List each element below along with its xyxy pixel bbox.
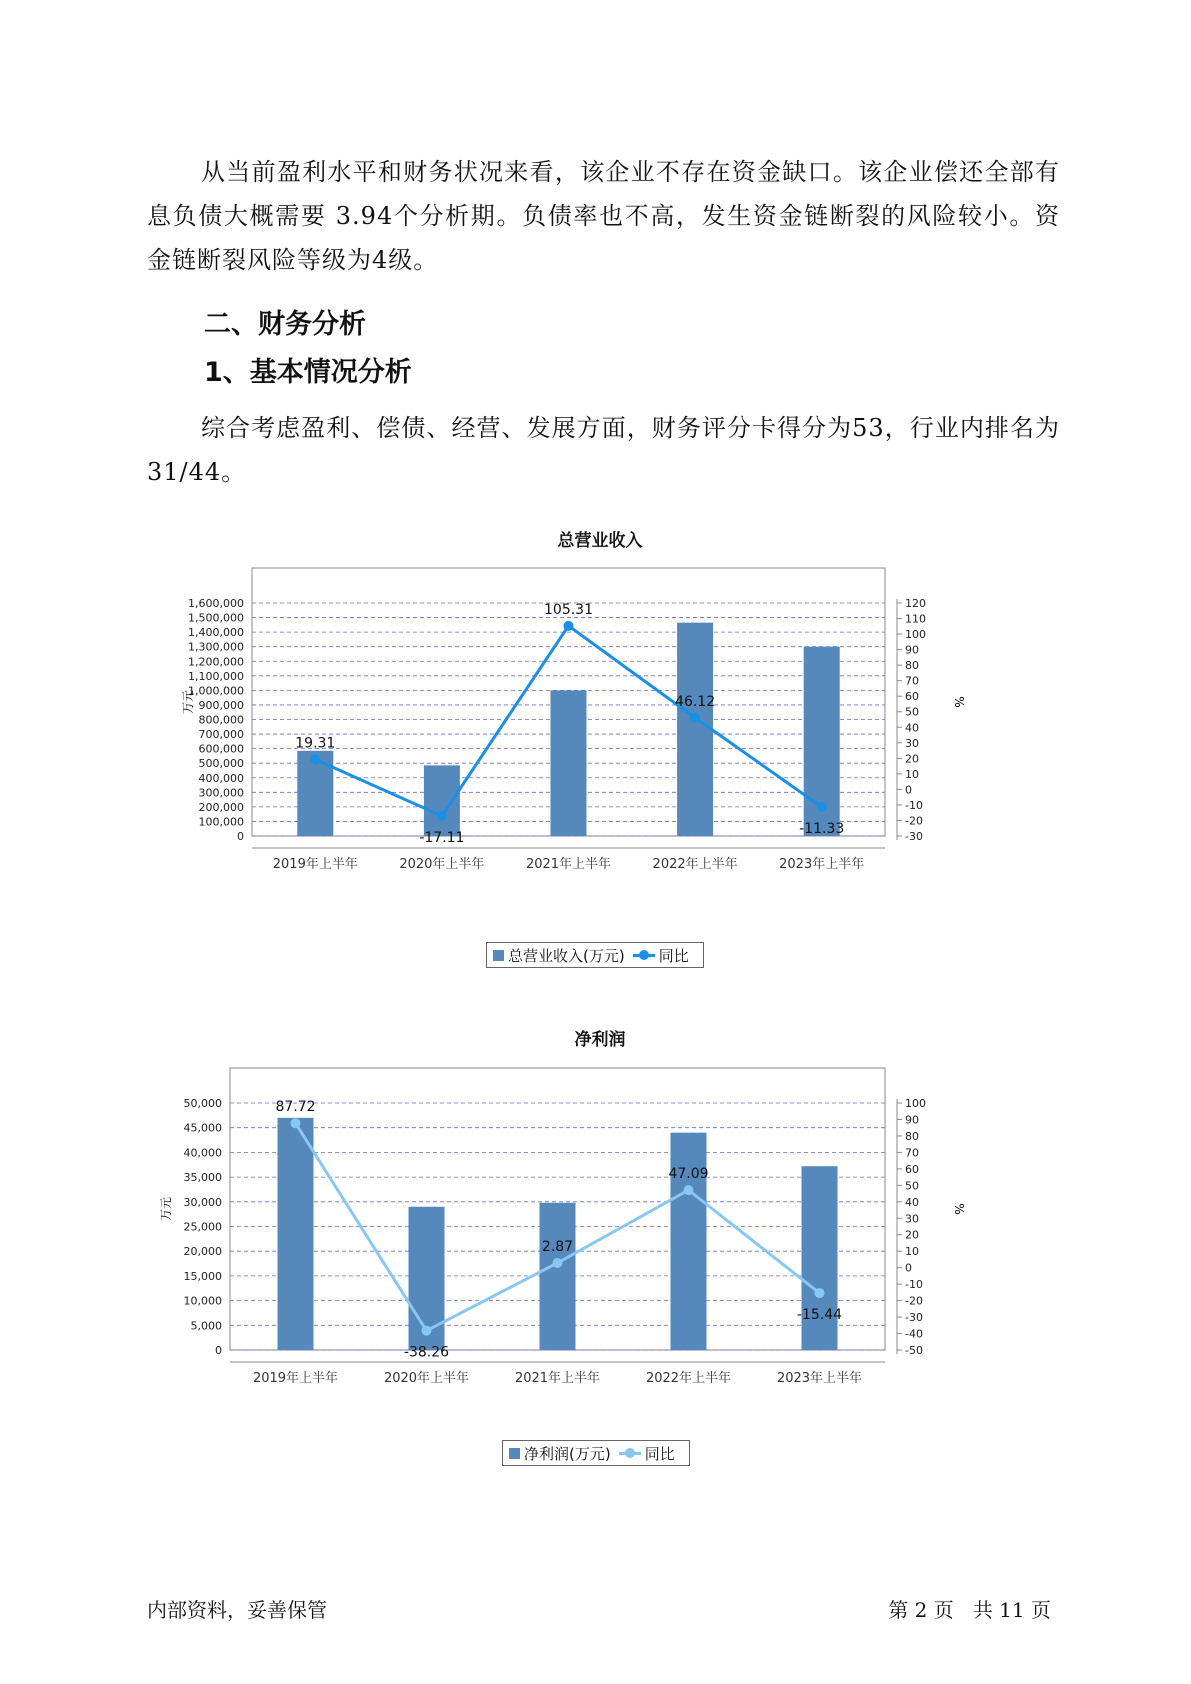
y-tick-label: 500,000 xyxy=(198,757,244,771)
y-tick-label: 400,000 xyxy=(198,771,244,785)
right-tick-label: 80 xyxy=(905,659,919,673)
right-tick-label: 40 xyxy=(905,1195,919,1209)
right-tick-label: 0 xyxy=(905,1261,912,1275)
yoy-point xyxy=(310,754,320,764)
x-tick-label: 2021年上半年 xyxy=(525,857,612,872)
y-axis-label: 万元 xyxy=(181,689,195,715)
legend-bar-label: 净利润(万元) xyxy=(524,1444,611,1463)
bar xyxy=(540,1203,576,1350)
right-tick-label: 10 xyxy=(905,767,919,781)
right-tick-label: -30 xyxy=(905,1311,923,1325)
right-tick-label: 100 xyxy=(905,1097,926,1110)
right-tick-label: 100 xyxy=(905,628,926,642)
x-tick-label: 2023年上半年 xyxy=(779,857,865,872)
y-tick-label: 15,000 xyxy=(183,1269,222,1283)
data-label: -11.33 xyxy=(799,820,845,837)
y-tick-label: 30,000 xyxy=(183,1195,222,1209)
legend-line-swatch xyxy=(619,1452,641,1455)
right-tick-label: 20 xyxy=(905,1228,919,1242)
right-tick-label: -10 xyxy=(905,1278,923,1292)
y-axis-label-right: % xyxy=(952,1203,966,1215)
risk-paragraph: 从当前盈利水平和财务状况来看，该企业不存在资金缺口。该企业偿还全部有息负债大概需要 3.94个分析期。负债率也不高，发生资金链断裂的风险较小。资金链断裂风险等级为4级。 xyxy=(147,158,1060,274)
y-tick-label: 1,000,000 xyxy=(188,684,244,698)
y-axis-label-right: % xyxy=(952,696,966,708)
page-number: 第 2 页 共 11 页 xyxy=(888,1598,1051,1622)
yoy-point xyxy=(817,802,827,812)
right-tick-label: 0 xyxy=(905,783,912,797)
y-tick-label: 600,000 xyxy=(198,742,244,756)
legend-bar-label: 总营业收入(万元) xyxy=(508,946,625,965)
y-tick-label: 25,000 xyxy=(183,1220,222,1234)
x-tick-label: 2019年上半年 xyxy=(252,1371,339,1386)
y-tick-label: 800,000 xyxy=(198,713,244,727)
right-tick-label: 90 xyxy=(905,1113,919,1127)
yoy-point xyxy=(437,811,447,821)
y-tick-label: 300,000 xyxy=(198,786,244,800)
legend-line-label: 同比 xyxy=(658,946,689,965)
data-label: -38.26 xyxy=(403,1344,450,1361)
right-tick-label: -50 xyxy=(905,1344,923,1357)
right-tick-label: -30 xyxy=(905,830,923,843)
y-tick-label: 20,000 xyxy=(183,1245,222,1259)
data-label: -17.11 xyxy=(419,829,465,846)
bar xyxy=(278,1118,314,1350)
yoy-point xyxy=(553,1258,563,1268)
y-tick-label: 5,000 xyxy=(190,1319,222,1333)
y-tick-label: 1,300,000 xyxy=(188,640,244,654)
x-tick-label: 2019年上半年 xyxy=(272,857,358,872)
data-label: -15.44 xyxy=(796,1307,843,1324)
right-tick-label: -20 xyxy=(905,1294,923,1308)
y-tick-label: 35,000 xyxy=(183,1171,222,1185)
y-tick-label: 1,600,000 xyxy=(188,597,244,610)
yoy-point xyxy=(684,1185,694,1195)
data-label: 87.72 xyxy=(275,1099,316,1116)
bar xyxy=(424,765,460,836)
chart-legend xyxy=(502,1440,690,1466)
y-tick-label: 200,000 xyxy=(198,800,244,814)
y-tick-label: 1,100,000 xyxy=(188,669,244,683)
right-tick-label: 60 xyxy=(905,1162,919,1176)
data-label: 46.12 xyxy=(675,693,716,710)
y-tick-label: 50,000 xyxy=(183,1097,222,1110)
y-tick-label: 0 xyxy=(215,1344,222,1357)
right-tick-label: 50 xyxy=(905,705,919,719)
y-tick-label: 1,400,000 xyxy=(188,626,244,640)
y-tick-label: 10,000 xyxy=(183,1294,222,1308)
right-tick-label: 40 xyxy=(905,721,919,735)
data-label: 47.09 xyxy=(668,1166,709,1183)
right-tick-label: -40 xyxy=(905,1327,923,1341)
x-tick-label: 2021年上半年 xyxy=(514,1371,601,1386)
chart-title: 净利润 xyxy=(574,1030,626,1050)
right-tick-label: 110 xyxy=(905,612,926,626)
right-tick-label: 30 xyxy=(905,1212,919,1226)
data-label: 2.87 xyxy=(541,1238,574,1255)
bar xyxy=(551,690,587,836)
y-tick-label: 100,000 xyxy=(198,815,244,829)
bar xyxy=(675,623,716,836)
y-tick-label: 1,500,000 xyxy=(188,611,244,625)
section-heading: 二、财务分析 xyxy=(204,309,366,340)
right-tick-label: 70 xyxy=(905,1146,919,1160)
right-tick-label: 70 xyxy=(905,674,919,688)
right-tick-label: 60 xyxy=(905,690,919,704)
net-profit-chart xyxy=(159,1058,980,1438)
x-tick-label: 2023年上半年 xyxy=(776,1371,863,1386)
x-tick-label: 2022年上半年 xyxy=(645,1371,732,1386)
yoy-point xyxy=(422,1326,432,1336)
legend-line-label: 同比 xyxy=(644,1444,675,1463)
subsection-heading: 1、基本情况分析 xyxy=(204,357,412,388)
right-tick-label: -20 xyxy=(905,814,923,828)
right-tick-label: 90 xyxy=(905,643,919,657)
right-tick-label: 50 xyxy=(905,1179,919,1193)
right-tick-label: 30 xyxy=(905,736,919,750)
y-tick-label: 1,200,000 xyxy=(188,655,244,669)
yoy-point xyxy=(291,1118,301,1128)
chart-legend xyxy=(486,942,704,968)
x-tick-label: 2020年上半年 xyxy=(399,857,485,872)
y-tick-label: 45,000 xyxy=(183,1121,222,1135)
y-axis-label: 万元 xyxy=(159,1196,173,1222)
data-label: 105.31 xyxy=(544,601,593,618)
revenue-chart xyxy=(180,558,980,938)
right-tick-label: 80 xyxy=(905,1129,919,1143)
right-tick-label: -10 xyxy=(905,798,923,812)
y-tick-label: 700,000 xyxy=(198,728,244,742)
y-tick-label: 900,000 xyxy=(198,698,244,712)
right-tick-label: 10 xyxy=(905,1245,919,1259)
yoy-point xyxy=(690,713,700,723)
y-tick-label: 0 xyxy=(237,830,244,843)
chart-title: 总营业收入 xyxy=(557,531,643,551)
yoy-point xyxy=(815,1288,825,1298)
footer-note: 内部资料，妥善保管 xyxy=(147,1598,327,1622)
x-tick-label: 2020年上半年 xyxy=(383,1371,470,1386)
legend-bar-swatch xyxy=(509,1448,520,1459)
data-label: 19.31 xyxy=(295,735,336,752)
right-tick-label: 20 xyxy=(905,752,919,766)
x-tick-label: 2022年上半年 xyxy=(652,857,738,872)
y-tick-label: 40,000 xyxy=(183,1146,222,1160)
scorecard-paragraph: 综合考虑盈利、偿债、经营、发展方面，财务评分卡得分为53，行业内排名为31/44。 xyxy=(147,414,1060,486)
legend-line-swatch xyxy=(633,954,655,957)
legend-bar-swatch xyxy=(493,950,504,961)
yoy-point xyxy=(564,621,574,631)
right-tick-label: 120 xyxy=(905,597,926,610)
